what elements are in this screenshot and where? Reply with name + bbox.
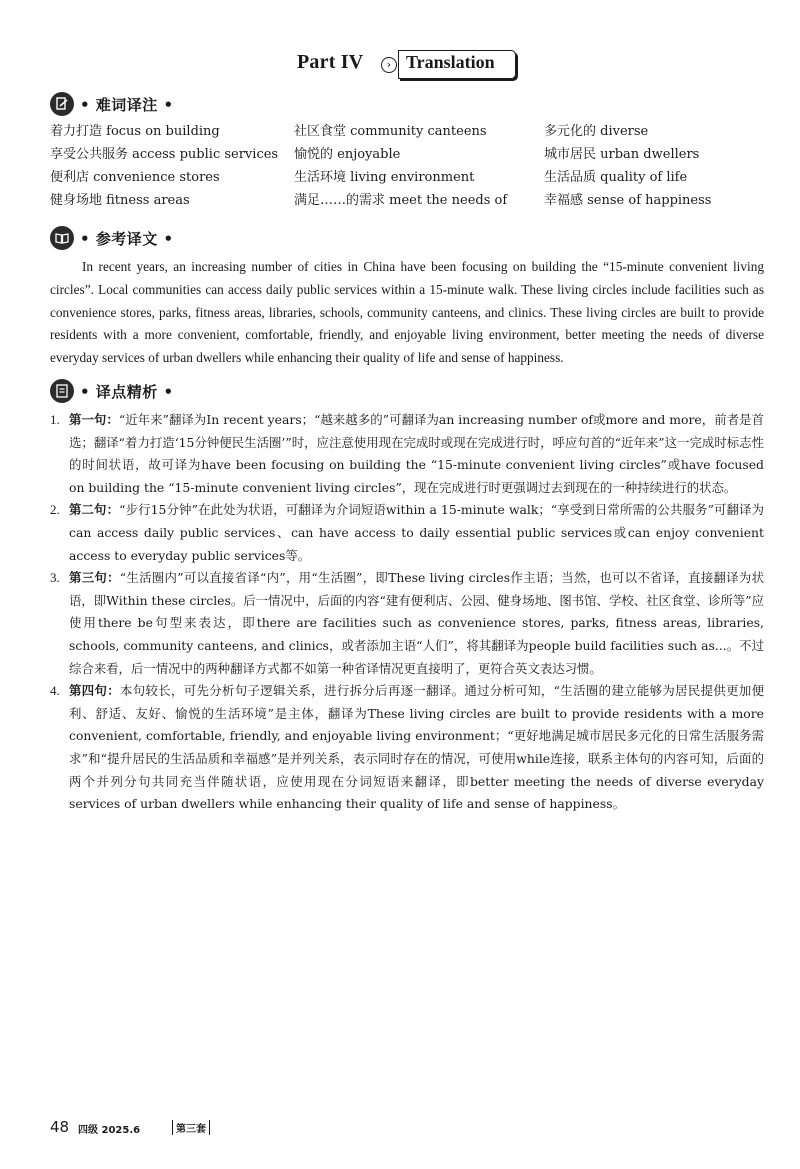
page-number: 48 bbox=[50, 1118, 70, 1136]
vocab-item: 便利店 convenience stores bbox=[50, 170, 220, 185]
part-label: Part IV bbox=[297, 51, 364, 73]
analysis-header bbox=[50, 379, 350, 403]
section-title-row bbox=[0, 50, 800, 80]
analysis-title: • 译点精析 • bbox=[80, 383, 174, 401]
vocab-item: 城市居民 urban dwellers bbox=[544, 147, 700, 162]
vocab-item: 满足……的需求 meet the needs of bbox=[294, 193, 508, 208]
vocabulary-header bbox=[50, 92, 350, 116]
item-text: “近年来”翻译为In recent years；“越来越多的”可翻译为an increasing number of或more and more，前者是首选；翻译“着力打造‘15分钟便民生活圈’”时，应注意使用现在完成时或现在完成进行时，呼应句首的“近年来”这一完成时标志性的时间状语，故可译为have been focusing on building the “15-minute convenient living circles”或have focused on building the “15-minute convenient living circles”，现在完成进行时更强调过去到现在的一种持续进行的状态。 bbox=[69, 412, 764, 495]
item-text: “生活圈内”可以直接省译“内”，用“生活圈”，即These living circles作主语；当然，也可以不省译，直接翻译为状语，即Within these circles。后一情况中，后面的内容“建有便利店、公园、健身场地、图书馆、学校、社区食堂、诊所等”应使用there be句型来表达，即there are facilities such as convenience stores, parks, fitness areas, libraries, schools, community canteens, and clinics，或者添加主语“人们”，将其翻译为people build facilities such as...。不过综合来看，后一情况中的两种翻译方式都不如第一种省译情况更直接明了，更符合英文表达习惯。 bbox=[69, 570, 764, 676]
book-icon bbox=[50, 226, 74, 250]
reference-header bbox=[50, 226, 350, 250]
analysis-item bbox=[50, 499, 764, 567]
item-number: 4. bbox=[50, 683, 60, 699]
document-pencil-icon bbox=[50, 92, 74, 116]
vocab-item: 生活品质 quality of life bbox=[544, 170, 688, 185]
item-text: 本句较长，可先分析句子逻辑关系，进行拆分后再逐一翻译。通过分析可知，“生活圈的建立能够为居民提供更加便利、舒适、友好、愉悦的生活环境”是主体，翻译为These living circles are built to provide residents with a more convenient, comfortable, friendly, and enjoyable living environment；“更好地满足城市居民多元化的日常生活服务需求”和“提升居民的生活品质和幸福感”是并列关系，表示同时存在的情况，可使用while连接，联系主体句的内容可知，后面的两个并列分句共同充当伴随状语，应使用现在分词短语来翻译，即better meeting the needs of diverse everyday services of urban dwellers while enhancing their quality of life and sense of happiness。 bbox=[69, 683, 764, 812]
vocabulary-title: • 难词译注 • bbox=[80, 96, 174, 114]
analysis-list bbox=[50, 409, 764, 816]
item-heading: 第三句： bbox=[69, 570, 120, 586]
item-number: 3. bbox=[50, 570, 60, 586]
item-heading: 第一句： bbox=[69, 412, 119, 427]
translation-title: Translation bbox=[406, 52, 495, 72]
reference-translation-text: In recent years, an increasing number of cities in China have been focusing on building the “15-minute convenient living circles”. Local communities can access daily public services within a 15-minute walk. These living circles include facilities such as convenience stores, parks, fitness areas, libraries, schools, community canteens, and clinics. These living circles are built to provide residents with a more convenient, comfortable, friendly, and enjoyable living environment, better meeting the needs of diverse everyday services of urban dwellers while enhancing their quality of life and sense of happiness. bbox=[50, 259, 764, 366]
page-footer bbox=[50, 1118, 350, 1138]
item-number: 2. bbox=[50, 502, 60, 518]
vocab-item: 多元化的 diverse bbox=[544, 124, 649, 139]
item-heading: 第四句： bbox=[69, 683, 121, 699]
vocab-item: 愉悦的 enjoyable bbox=[294, 147, 401, 162]
analysis-item bbox=[50, 680, 764, 816]
issue-label: 四级 2025.6 bbox=[78, 1125, 141, 1136]
item-number: 1. bbox=[50, 412, 60, 427]
reference-title: • 参考译文 • bbox=[80, 230, 174, 248]
set-tag: 第三套 bbox=[172, 1120, 210, 1135]
vocab-item: 社区食堂 community canteens bbox=[294, 124, 487, 139]
item-heading: 第二句： bbox=[69, 502, 120, 518]
vocab-item: 着力打造 focus on building bbox=[50, 124, 220, 139]
analysis-item bbox=[50, 409, 764, 499]
vocab-item: 健身场地 fitness areas bbox=[50, 193, 190, 208]
vocab-item: 幸福感 sense of happiness bbox=[544, 193, 712, 208]
analysis-item bbox=[50, 567, 764, 680]
vocab-item: 享受公共服务 access public services bbox=[50, 147, 279, 162]
vocab-item: 生活环境 living environment bbox=[294, 170, 475, 185]
arrow-right-icon: › bbox=[381, 57, 397, 73]
item-text: “步行15分钟”在此处为状语，可翻译为介词短语within a 15-minute walk；“享受到日常所需的公共服务”可翻译为can access daily public services、can have access to daily essential public services或can enjoy convenient access to everyday public services等。 bbox=[69, 502, 765, 563]
notes-icon bbox=[50, 379, 74, 403]
